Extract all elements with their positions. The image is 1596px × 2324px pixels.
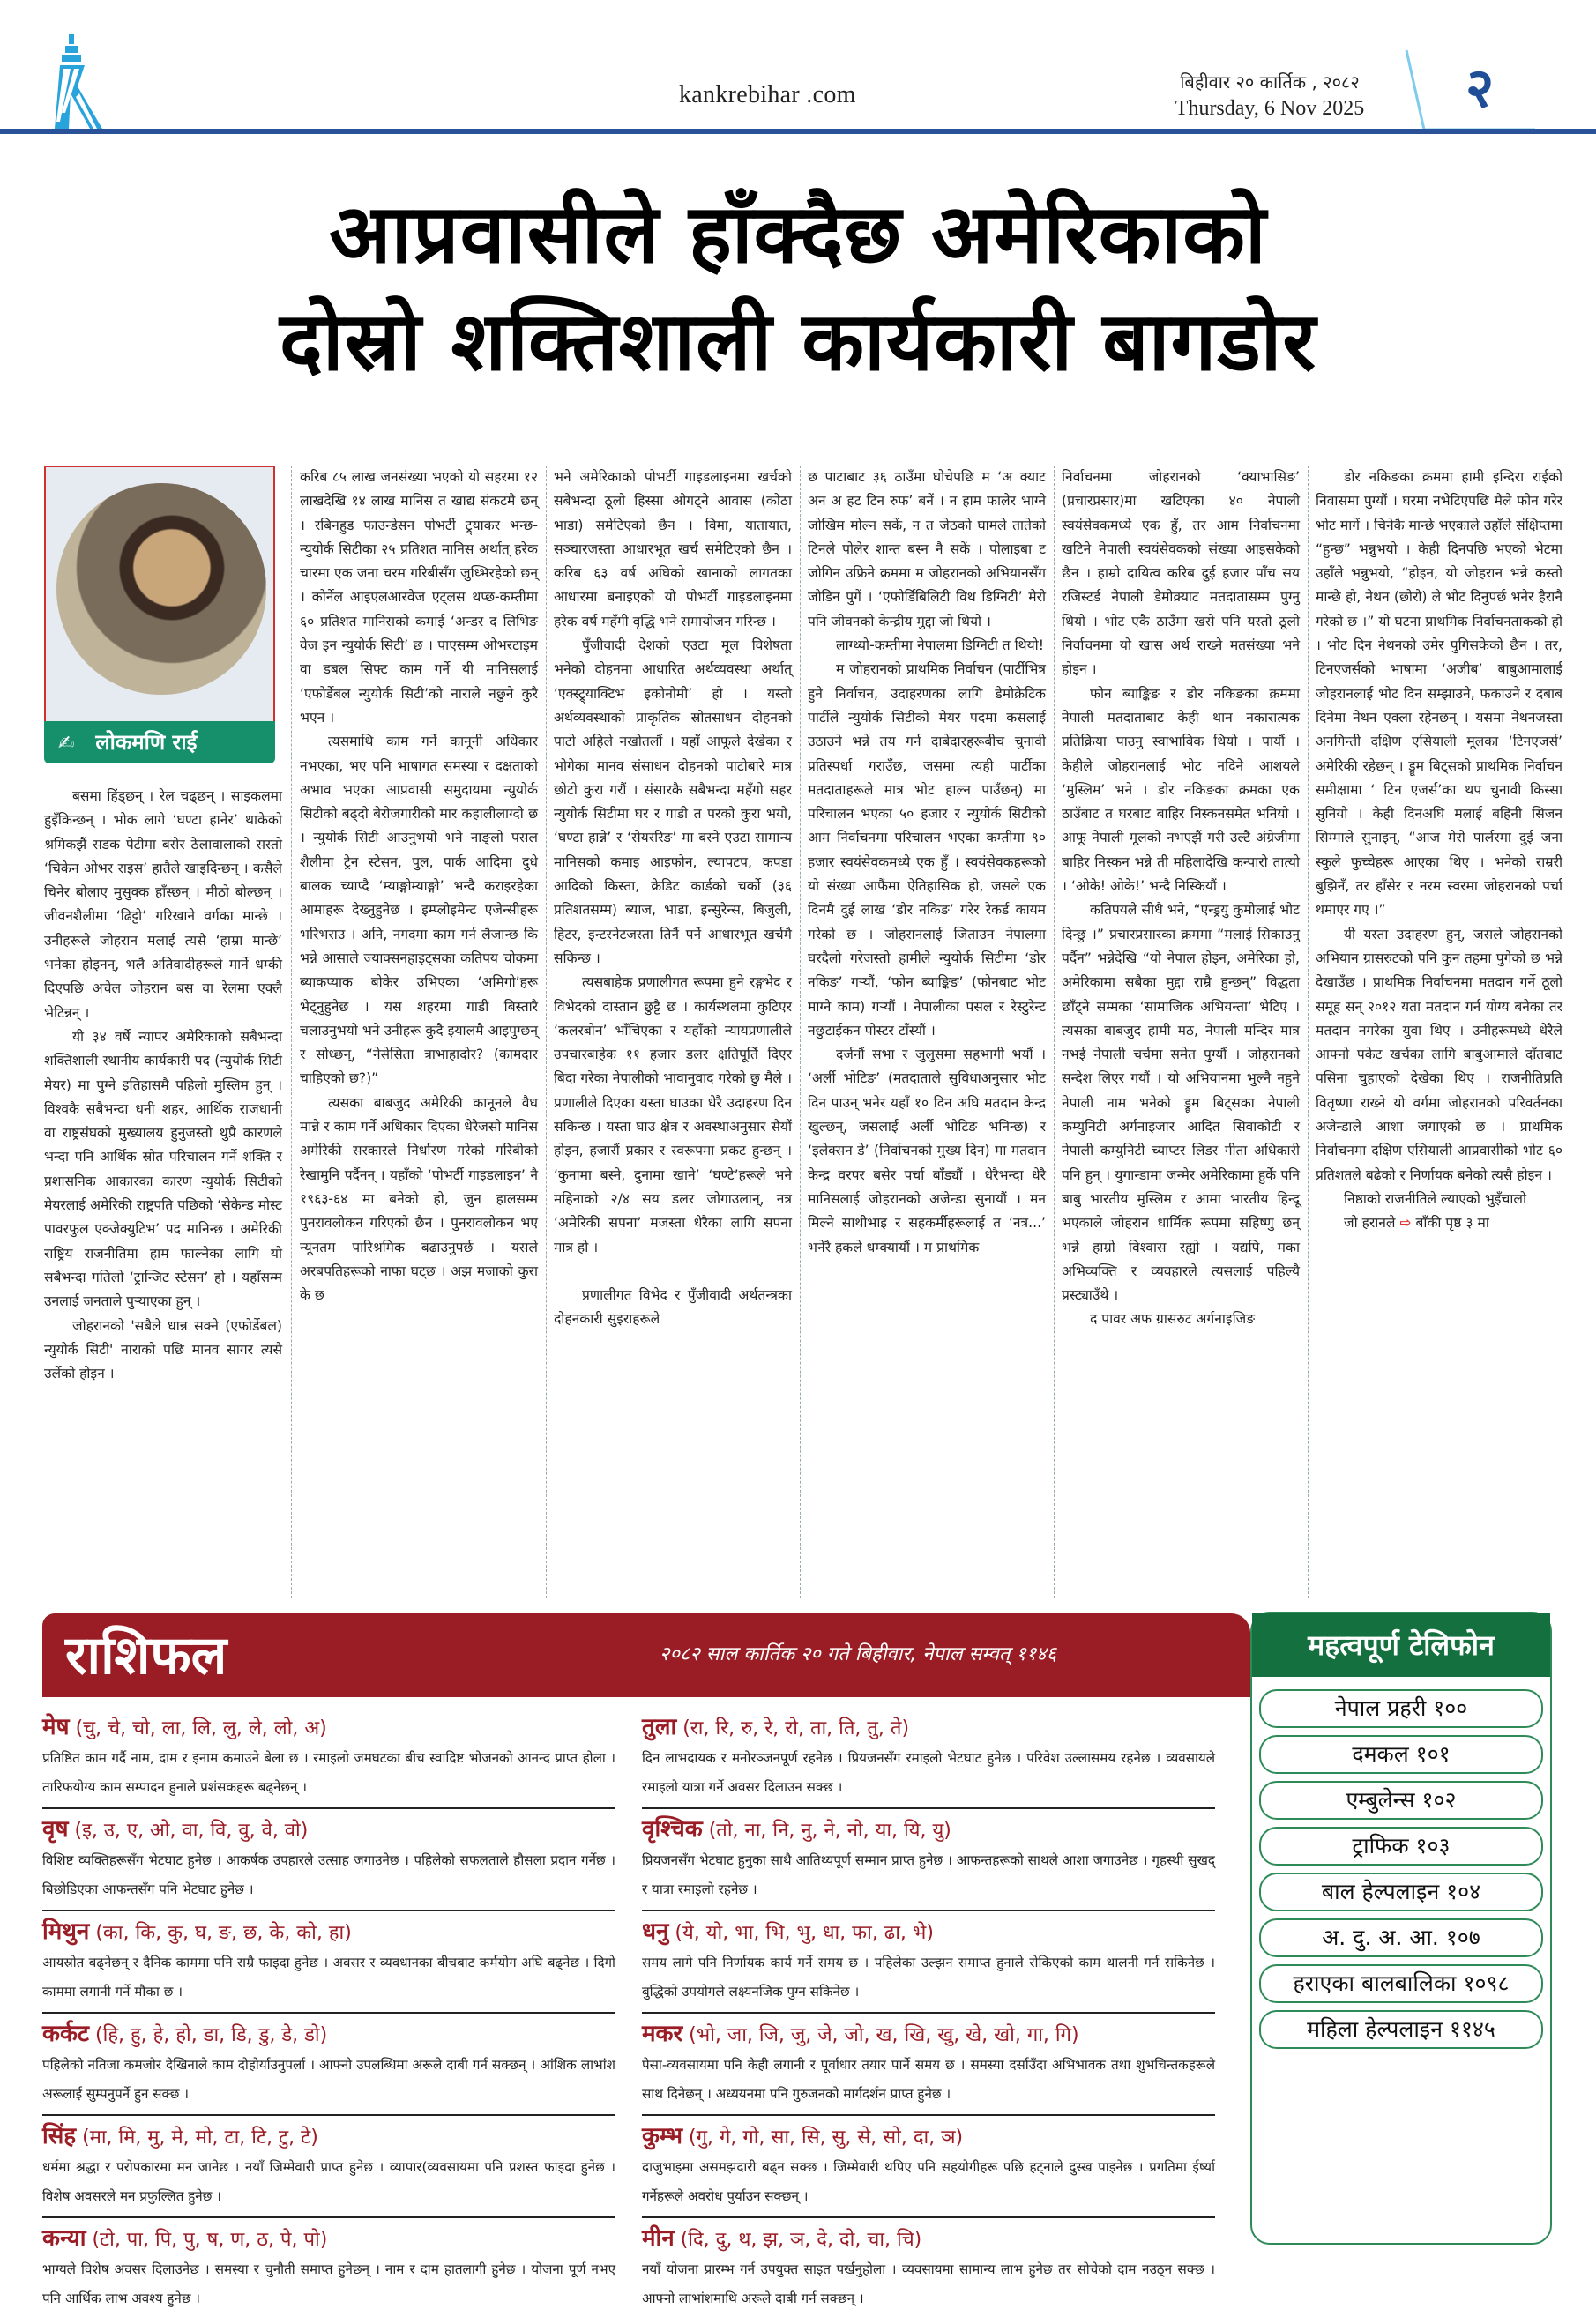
horoscope-sign [642, 2019, 1215, 2116]
author-byline [44, 721, 275, 763]
phone-entry: एम्बुलेन्स १०२ [1259, 1781, 1543, 1820]
phone-entry: ट्राफिक १०३ [1259, 1827, 1543, 1866]
sign-name: तुला [642, 1714, 677, 1740]
page-number: २ [1465, 56, 1495, 120]
issue-date [1146, 69, 1393, 122]
pen-icon: ✍ [58, 733, 75, 755]
paragraph: दर्जनौं सभा र जुलुसमा सहभागी भयौं । ‘अर्ली भोटिङ’ (मतदाताले सुविधाअनुसार भोट दिन पाउन् भनेर यहाँ १० दिन अघि मतदान केन्द्र खुल्छन्, जसलाई अर्ली भोटिङ भनिन्छ) र ‘इलेक्सन डे’ (निर्वाचनको मुख्य दिन) मा मतदान केन्द्र वरपर बसेर पर्चा बाँड्यौं । धेरैभन्दा धेरै मानिसलाई जोहरानको अजेन्डा सुनायौं । मन मिल्ने साथीभाइ र सहकर्मीहरूलाई त ‘नत्र...’ भनेरै हकले धम्क्यायौं । म प्राथमिक [808, 1047, 1046, 1255]
masthead-divider [0, 129, 1596, 134]
paragraph: फोन ब्याङ्किङ र डोर नकिङका क्रममा नेपाली मतदाताबाट केही थान नकारात्मक प्रतिक्रिया पाउनु स्वाभाविक थियो । पायौं । केहीले जोहरानलाई भोट नदिने आशयले ‘मुस्लिम’ भने । डोर नकिङका क्रमका एक ठाउँबाट त घरबाट बाहिर निस्कनसमेत भनियो । आफू नेपाली मूलको नभएझैं गरी उल्टै अंग्रेजीमा बाहिर निस्कन भन्ने ती महिलादेखि कन्पारो तात्यो । ‘ओके! ओके!’ भन्दै निस्कियौं । [1062, 685, 1300, 895]
sign-forecast: धर्ममा श्रद्धा र परोपकारमा मन जानेछ । नयाँ जिम्मेवारी प्राप्त हुनेछ । व्यापार(व्यवसायमा पनि प्रशस्त फाइदा हुनेछ । विशेष अवसरले मन प्रफुल्लित हुनेछ । [42, 2159, 615, 2204]
sign-heading [42, 1814, 615, 1846]
article-column-1 [44, 466, 282, 1598]
horoscope-sign [42, 1814, 615, 1911]
sign-heading [42, 2019, 615, 2051]
sign-forecast: नयाँ योजना प्रारम्भ गर्न उपयुक्त साइत पर्खनुहोला । व्यवसायमा सामान्य लाभ हुनेछ तर सोचेको दाम नउठ्न सक्छ । आफ्नो लाभांशमाथि अरूले दाबी गर्न सक्छन् । [642, 2261, 1215, 2306]
column-divider [800, 466, 801, 1598]
paragraph: पुँजीवादी देशको एउटा मूल विशेषता भनेको दोहनमा आधारित अर्थव्यवस्था अर्थात् ‘एक्स्ट्र्याक्टिभ इकोनोमी’ हो । यस्तो अर्थव्यवस्थाको प्राकृतिक स्रोतसाधन दोहनको पाटो अहिले नखोतलौं । यहाँ आफूले देखेका र भोगेका मानव संसाधन दोहनको पाटोबारे मात्र छोटो कुरा गरौं । संसारकै सबैभन्दा महँगो सहर न्युयोर्क सिटीमा घर र गाडी त परको कुरा भयो, ‘घण्टा हान्ने’ र ‘सेयररिङ’ मा बस्ने एउटा सामान्य मानिसको कमाइ आइफोन, ल्यापटप, कपडा आदिको किस्ता, क्रेडिट कार्डको चर्को (३६ प्रतिशतसम्म) ब्याज, भाडा, इन्सुरेन्स, बिजुली, हिटर, इन्टरनेटजस्ता तिर्नै पर्ने आधारभूत खर्चमै सकिन्छ । [554, 637, 792, 966]
phone-entry: बाल हेल्पलाइन १०४ [1259, 1873, 1543, 1911]
sign-letters: (दि, दु, थ, झ, ञ, दे, दो, चा, चि) [680, 2229, 922, 2251]
sign-name: मिथुन [42, 1918, 90, 1945]
phone-box-title: महत्वपूर्ण टेलिफोन [1252, 1613, 1550, 1677]
sign-letters: (ये, यो, भा, भि, भु, धा, फा, ढा, भे) [675, 1922, 934, 1944]
phone-entry: महिला हेल्पलाइन ११४५ [1259, 2010, 1543, 2049]
paragraph: छ पाटाबाट ३६ ठाउँमा घोचेपछि म ‘अ क्याट अन अ हट टिन रुफ’ बनें । न हाम फालेर भाग्ने जोखिम मोल्न सकें, न त जेठको घामले तातेको टिनले पोलेर शान्त बस्न नै सकें । पोलाइबा ट जोगिन उफ्रिने क्रममा म जोहरानको अभियानसँग जोडिन पुगें । ‘एफोर्डिबिलिटी विथ डिग्निटी’ मेरो पनि जीवनको केन्द्रीय मुद्दा जो थियो । [808, 469, 1046, 629]
column-divider [1308, 466, 1309, 1598]
paragraph: भने अमेरिकाको पोभर्टी गाइडलाइनमा खर्चको सबैभन्दा ठूलो हिस्सा ओगट्ने आवास (कोठा भाडा) समेटिएको छैन । विमा, यातायात, सञ्चारजस्ता आधारभूत खर्च समेटिएको छैन । करिब ६३ वर्ष अघिको खानाको लागतका आधारमा बनाइएको यो पोभर्टी गाइडलाइनमा हरेक वर्ष महँगी वृद्धि भने समायोजन गरिन्छ । [554, 469, 792, 629]
continue-prefix: जो हरानले [1344, 1215, 1396, 1232]
sign-letters: (तो, ना, नि, नु, ने, नो, या, यि, यु) [708, 1820, 951, 1842]
phone-entry: नेपाल प्रहरी १०० [1259, 1689, 1543, 1728]
sign-name: कन्या [42, 2225, 86, 2252]
sign-letters: (चु, चे, चो, ला, लि, लु, ले, लो, अ) [75, 1717, 327, 1739]
sign-heading [642, 1917, 1215, 1948]
sign-name: वृश्चिक [642, 1816, 703, 1843]
paragraph: त्यसका बाबजुद अमेरिकी कानूनले वैध मान्ने र काम गर्ने अधिकार दिएका धेरैजसो मानिस अमेरिकी सरकारले निर्धारण गरेको गरिबीको रेखामुनि पर्दैनन् । यहाँको ‘पोभर्टी गाइडलाइन’ नै १९६३-६४ मा बनेको हो, जुन हालसम्म पुनरावलोकन गरिएको छैन । पुनरावलोकन भए न्यूनतम पारिश्रमिक बढाउनुपर्छ । यसले अरबपतिहरूको नाफा घट्छ । अझ मजाको कुरा के छ [300, 1094, 538, 1304]
sign-forecast: भाग्यले विशेष अवसर दिलाउनेछ । समस्या र चुनौती समाप्त हुनेछन् । नाम र दाम हातलागी हुनेछ । योजना पूर्ण नभए पनि आर्थिक लाभ अवश्य हुनेछ । [42, 2261, 615, 2306]
sign-letters: (टो, पा, पि, पु, ष, ण, ठ, पे, पो) [92, 2229, 328, 2251]
paragraph: प्रणालीगत विभेद र पुँजीवादी अर्थतन्त्रका दोहनकारी सुइराहरूले [554, 1286, 792, 1328]
sign-heading [642, 2223, 1215, 2255]
sign-letters: (हि, हु, हे, हो, डा, डि, डु, डे, डो) [95, 2024, 328, 2046]
horoscope-sign [42, 2223, 615, 2319]
subheading: द पावर अफ ग्रासरुट अर्गनाइजिङ [1090, 1311, 1256, 1328]
horoscope-sign [642, 2223, 1215, 2319]
paragraph: यी यस्ता उदाहरण हुन्, जसले जोहरानको अभियान ग्रासरुटको पनि कुन तहमा पुगेको छ भन्ने देखाउँछ । प्राथमिक निर्वाचनमा मतदान गर्ने ठूलो समूह सन् २०१२ यता मतदान गर्न योग्य बनेका तर मतदान नगरेका युवा थिए । उनीहरूमध्ये धेरैले आफ्नो पकेट खर्चका लागि बाबुआमाले दाँतबाट पसिना चुहाएको देखेका थिए । राजनीतिप्रति वितृष्णा राख्ने यो वर्गमा जोहरानको परिवर्तनका अजेन्डाले आशा जगाएको छ । प्राथमिक निर्वाचनमा दक्षिण एसियाली आप्रवासीको भोट ६० प्रतिशतले बढेको र निर्णायक बनेको त्यसै होइन । [1316, 926, 1562, 1183]
horoscope-sign [42, 2121, 615, 2218]
article-column-6 [1316, 466, 1562, 1598]
sign-forecast: विशिष्ट व्यक्तिहरूसँग भेटघाट हुनेछ । आकर्षक उपहारले उत्साह जगाउनेछ । पहिलेको सफलताले हौसला प्रदान गर्नेछ । बिछोडिएका आफन्तसँग पनि भेटघाट हुनेछ । [42, 1852, 615, 1897]
article-body [44, 466, 1562, 1598]
paragraph: डोर नकिङका क्रममा हामी इन्दिरा राईको निवासमा पुग्यौं । घरमा नभेटिएपछि मैले फोन गरेर भोट मागें । चिनेकै मान्छे भएकाले उहाँले संक्षिप्तमा “हुन्छ” भन्नुभयो । केही दिनपछि भएको भेटमा उहाँले भन्नुभयो, “होइन, यो जोहरान भन्ने कस्तो मान्छे हो, नेथन (छोरो) ले भोट दिनुपर्छ भनेर हैरानै गरेको छ ।” यो घटना प्राथमिक निर्वाचनताकको हो । भोट दिन नेथनको उमेर पुगिसकेको छैन । तर, टिनएजर्सको भाषामा ‘अजीब’ बाबुआमालाई जोहरानलाई भोट दिन सम्झाउने, फकाउने र दबाब दिनेमा नेथन एक्ला रहेनछन् । यसमा नेथनजस्ता अनगिन्ती दक्षिण एसियाली मूलका ‘टिनएजर्स’ अमेरिकी रहेछन् । ड्रूम बिट्सको प्राथमिक निर्वाचन समीक्षामा ‘ टिन एजर्स’का थप चुनावी किस्सा सुनियो । केही दिनअघि मलाई बहिनी सिजन सिम्माले सुनाइन्, “आज मेरो पार्लरमा दुई जना स्कुले फुच्चेहरू आएका थिए । भनेको राम्ररी बुझिनँ, तर हाँसेर र नरम स्वरमा जोहरानको पर्चा थमाएर गए ।” [1316, 469, 1562, 919]
paragraph: करिब ८५ लाख जनसंख्या भएको यो सहरमा १२ लाखदेखि १४ लाख मानिस त खाद्य संकटमै छन् । रबिनहुड फाउन्डेसन पोभर्टी ट्र्याकर भन्छ- न्युयोर्क सिटीका २५ प्रतिशत मानिस अर्थात् हरेक चारमा एक जना चरम गरिबीसँग जुध्भिरहेको छन् । कोर्नेल आइएलआरवेज एट्लस थप्छ-कम्तीमा ६० प्रतिशत मानिसको कमाई ‘अन्डर द लिभिङ वेज इन न्युयोर्क सिटी’ छ । पाएसम्म ओभरटाइम वा डबल सिफ्ट काम गर्ने यी मानिसलाई ‘एफोर्डेबल न्युयोर्क सिटी’को नाराले नछुने कुरै भएन । [300, 469, 538, 726]
sign-heading [642, 2121, 1215, 2153]
sign-heading [42, 1917, 615, 1948]
sign-letters: (इ, उ, ए, ओ, वा, वि, वु, वे, वो) [74, 1820, 309, 1842]
site-name: kankrebihar .com [679, 81, 856, 108]
paragraph: जोहरानको 'सबैले धान्न सक्ने (एफोर्डेबल) न्युयोर्क सिटी' नाराको पछि मानव सागर त्यसै उर्लेको होइन । [44, 1317, 282, 1382]
horoscope-sign [642, 2121, 1215, 2218]
article-column-3 [554, 466, 792, 1598]
horoscope-sign [642, 1712, 1215, 1809]
column-divider [291, 466, 292, 1598]
sign-forecast: आयस्रोत बढ्नेछन् र दैनिक काममा पनि राम्रै फाइदा हुनेछ । अवसर र व्यवधानका बीचबाट कर्मयोग अघि बढ्नेछ । दिगो काममा लगानी गर्ने मौका छ । [42, 1955, 615, 2000]
continue-label: बाँकी पृष्ठ ३ मा [1415, 1215, 1489, 1232]
sign-letters: (मा, मि, मु, मे, मो, टा, टि, टु, टे) [82, 2127, 318, 2149]
sign-name: मकर [642, 2021, 683, 2047]
sign-heading [642, 2019, 1215, 2051]
sign-forecast: पहिलेको नतिजा कमजोर देखिनाले काम दोहोर्याउनुपर्ला । आफ्नो उपलब्धिमा अरूले दाबी गर्न सक्छन् । आंशिक लाभांश अरूलाई सुम्पनुपर्ने हुन सक्छ । [42, 2057, 615, 2102]
headline-line-2: दोस्रो शक्तिशाली कार्यकारी बागडोर [279, 294, 1317, 389]
sign-heading [42, 2223, 615, 2255]
phone-entry: हराएका बालबालिका १०९८ [1259, 1964, 1543, 2003]
sign-heading [42, 2121, 615, 2153]
sign-heading [42, 1712, 615, 1744]
sign-forecast: दिन लाभदायक र मनोरञ्जनपूर्ण रहनेछ । प्रियजनसँग रमाइलो भेटघाट हुनेछ । परिवेश उल्लासमय रहनेछ । व्यवसायले रमाइलो यात्रा गर्ने अवसर दिलाउन सक्छ । [642, 1750, 1215, 1795]
headline [0, 181, 1596, 396]
column-divider [546, 466, 547, 1598]
horoscope-banner [42, 1613, 1250, 1697]
horoscope-date: २०८२ साल कार्तिक २० गते बिहीवार, नेपाल सम्वत् ११४६ [660, 1643, 1057, 1665]
sign-name: कुम्भ [642, 2123, 683, 2149]
article-column-4 [808, 466, 1046, 1598]
important-phone-box [1250, 1612, 1552, 2245]
column-divider [1054, 466, 1055, 1598]
headline-line-1: आप्रवासीले हाँक्दैछ अमेरिकाको [329, 187, 1267, 281]
sign-letters: (गु, गे, गो, सा, सि, सु, से, सो, दा, ञ) [689, 2127, 964, 2149]
author-name: लोकमणि राई [95, 730, 198, 755]
sign-letters: (का, कि, कु, घ, ङ, छ, के, को, हा) [95, 1922, 352, 1944]
sign-forecast: दाजुभाइमा असमझदारी बढ्न सक्छ । जिम्मेवारी थपिए पनि सहयोगीहरू पछि हट्नाले दुस्ख पाइनेछ । प्रगतिमा ईर्ष्या गर्नेहरूले अवरोध पुर्याउन सक्छन् । [642, 2159, 1215, 2204]
sign-forecast: समय लागे पनि निर्णायक कार्य गर्ने समय छ । पहिलेका उल्झन समाप्त हुनाले रोकिएको काम थालनी गर्न सकिनेछ । बुद्धिको उपयोगले लक्ष्यनजिक पुग्न सकिनेछ । [642, 1955, 1215, 2000]
continued-on-page-link[interactable] [1316, 1211, 1562, 1235]
paragraph: यी ३४ वर्षे न्यापर अमेरिकाको सबैभन्दा शक्तिशाली स्थानीय कार्यकारी पद (न्युयोर्क सिटी मेयर) मा पुग्ने इतिहासमै पहिलो मुस्लिम हुन् । विश्वकै सबैभन्दा धनी शहर, आर्थिक राजधानी वा राष्ट्रसंघको मुख्यालय हुनुजस्तो थुप्रै कारणले भन्दा पनि आर्थिक स्रोत परिचालन गर्ने शक्ति र प्रशासनिक आकारका कारण न्युयोर्क सिटीको मेयरलाई अमेरिकी राष्ट्रपति पछिको ‘सेकेन्ड मोस्ट पावरफुल एक्जेक्युटिभ’ पद मानिन्छ । अमेरिकी राष्ट्रिय राजनीतिमा हाम फाल्नेका लागि यो सबैभन्दा गतिलो ‘ट्रान्जिट स्टेसन’ हो । यहाँसम्म उनलाई जनताले पुऱ्याएका हुन् । [44, 1028, 282, 1310]
sign-name: सिंह [42, 2123, 77, 2149]
paragraph: त्यसमाथि काम गर्ने कानूनी अधिकार नभएका, भए पनि भाषागत समस्या र दक्षताको अभाव भएका आप्रवासी समुदायमा न्युयोर्क सिटीको बढ्दो बेरोजगारीको मार कहालीलाग्दो छ । न्युयोर्क सिटी आउनुभयो भने नाङ्लो पसल शैलीमा ट्रेन स्टेसन, पुल, पार्क आदिमा दुधे बालक च्याप्दै ‘म्याङ्गोम्याङ्गो’ भन्दै कराइरहेका आमाहरू देख्नुहुनेछ । इम्प्लोइमेन्ट एजेन्सीहरू भरिभराउ । अनि, नगदमा काम गर्न लैजान्छ कि भन्ने आसाले ज्याक्सनहाइट्सका कतिपय चोकमा ब्याकप्याक बोकेर उभिएका ‘अमिगो’हरू भेट्नुहुनेछ । यस शहरमा गाडी बिस्तारै चलाउनुभयो भने उनीहरू कुदै झ्यालमै आइपुग्छन् र सोध्छन्, “नेसेसिता त्राभाहादोर? (कामदार चाहिएको छ?)” [300, 734, 538, 1087]
paragraph: त्यसबाहेक प्रणालीगत रूपमा हुने रङ्गभेद र विभेदको दास्तान छुट्टै छ । कार्यस्थलमा कुटिएर ‘कलरबोन’ भाँचिएका र यहाँको न्यायप्रणालीले उपचारबाहेक ११ हजार डलर क्षतिपूर्ति दिएर बिदा गरेका नेपालीको भावानुवाद गरेको छु मैले । प्रणालीले दिएका यस्ता घाउका धेरै उदाहरण दिन सकिन्छ । यस्ता घाउ क्षेत्र र अवस्थाअनुसार सैयौं होइन, हजारौं प्रकार र स्वरूपमा प्रकट हुन्छन् । ‘कुनामा बस्ने, दुनामा खाने’ ‘घण्टे’हरूले भने महिनाको २/४ सय डलर जोगाउलान्, नत्र ‘अमेरिकी सपना’ मजस्ता धेरैका लागि सपना मात्र हो । [554, 974, 792, 1255]
kankrebihar-logo-icon [51, 34, 148, 129]
sign-letters: (रा, रि, रु, रे, रो, ता, ति, तु, ते) [682, 1717, 910, 1739]
sign-name: कर्कट [42, 2021, 90, 2047]
arrow-right-icon: ⇨ [1399, 1215, 1412, 1232]
sign-name: मीन [642, 2225, 675, 2252]
author-photo [44, 466, 275, 721]
horoscope-sign [42, 1712, 615, 1809]
horoscope-section [42, 1613, 1250, 2306]
paragraph: निर्वाचनमा जोहरानको ‘क्याभासिङ’ (प्रचारप्रसार)मा खटिएका ४० नेपाली स्वयंसेवकमध्ये एक हुँ, तर आम निर्वाचनमा खटिने नेपाली स्वयंसेवकको संख्या आइसकेको छैन । हाम्रो दायित्व करिब दुई हजार पाँच सय रजिस्टर्ड नेपाली डेमोक्र्याट मतदातासम्म पुग्नु थियो । भोट एकै ठाउँमा खसे पनि यस्तो ठूलो निर्वाचनमा यो खास अर्थ राख्ने मतसंख्या भने होइन । [1062, 469, 1300, 678]
horoscope-column-right [642, 1712, 1215, 2324]
sign-heading [642, 1814, 1215, 1846]
horoscope-sign [642, 1814, 1215, 1911]
sign-heading [642, 1712, 1215, 1744]
phone-entry: अ. दु. अ. आ. १०७ [1259, 1918, 1543, 1957]
masthead [0, 0, 1596, 132]
author-portrait [56, 483, 266, 695]
sign-name: मेष [42, 1714, 70, 1740]
sign-forecast: पेसा-व्यवसायमा पनि केही लगानी र पूर्वाधार तयार पार्ने समय छ । समस्या दर्साउँदा अभिभावक तथा शुभचिन्तकहरूले साथ दिनेछन् । अध्ययनमा पनि गुरुजनको मार्गदर्शन प्राप्त हुनेछ । [642, 2057, 1215, 2102]
horoscope-sign [42, 1917, 615, 2014]
sign-name: वृष [42, 1816, 69, 1843]
paragraph: कतिपयले सीधै भने, “एन्ड्रयु कुमोलाई भोट दिन्छु ।” प्रचारप्रसारका क्रममा “मलाई सिकाउनु पर्दैन” भन्नेदेखि “यो नेपाल होइन, अमेरिका हो, अमेरिकामा सबैका मुद्दा राम्रै हुन्छन्” विद्धता छाँट्ने सम्मका ‘सामाजिक अभियन्ता’ भेटिए । त्यसका बाबजुद हामी मठ, नेपाली मन्दिर मात्र नभई नेपाली चर्चमा समेत पुग्यौं । जोहरानको सन्देश लिएर गयौं । यो अभियानमा भुल्नै नहुने नेपाली नाम भनेको ड्रूम बिट्सका नेपाली कम्युनिटी अर्गनाइजार आदित सिवाकोटी र नेपाली कम्युनिटी च्याप्टर लिडर गीता अधिकारी पनि हुन् । युगान्डामा जन्मेर अमेरिकामा हुर्के पनि बाबु भारतीय मुस्लिम र आमा भारतीय हिन्दू भएकाले जोहरान धार्मिक रूपमा सहिष्णु छन् भन्ने हाम्रो विश्वास रह्यो । यद्यपि, मका अभिव्यक्ति र व्यवहारले त्यसलाई पहिल्यै प्रस्ट्याउँथे । [1062, 902, 1300, 1304]
sign-letters: (भो, जा, जि, जु, जे, जो, ख, खि, खु, खे, खो, गा, गि) [689, 2024, 1079, 2046]
date-english: Thursday, 6 Nov 2025 [1175, 97, 1365, 120]
article-column-5 [1062, 466, 1300, 1598]
date-nepali: बिहीवार २० कार्तिक , २०८२ [1180, 71, 1360, 93]
sign-name: धनु [642, 1918, 669, 1945]
sign-forecast: प्रतिष्ठित काम गर्दै नाम, दाम र इनाम कमाउने बेला छ । रमाइलो जमघटका बीच स्वादिष्ट भोजनको आनन्द प्राप्त होला । तारिफयोग्य काम सम्पादन हुनाले प्रशंसकहरू बढ्नेछन् । [42, 1750, 615, 1795]
subheading: निष्ठाको राजनीतिले ल्याएको भुइँचालो [1344, 1190, 1527, 1207]
paragraph: लाग्थ्यो-कम्तीमा नेपालमा डिग्निटी त थियो! [836, 637, 1044, 654]
paragraph: बसमा हिंड्छन् । रेल चढ्छन् । साइकलमा हुइँकिन्छन् । भोक लागे ‘घण्टा हानेर’ थाकेको श्रमिकझैं सडक पेटीमा बसेर ठेलावालाको सस्तो ‘चिकेन ओभर राइस’ हातैले खाइदिन्छन् । कसैले चिनेर बोलाए मुसुक्क हाँस्छन् । मीठो बोल्छन् । जीवनशैलीमा ‘ढिट्टो’ गरिखाने वर्गका मान्छे । उनीहरूले जोहरान मलाई त्यसै ‘हाम्रा मान्छे’ भनेका होइनन्, भलै अतिवादीहरूले मार्ने धम्की दिएपछि अचेल जोहरान बस वा रेलमा एक्लै भेटिन्नन् । [44, 788, 282, 1021]
horoscope-column-left [42, 1712, 615, 2324]
article-column-2 [300, 466, 538, 1598]
phone-list [1252, 1677, 1550, 2061]
horoscope-sign [642, 1917, 1215, 2014]
sign-forecast: प्रियजनसँग भेटघाट हुनुका साथै आतिथ्यपूर्ण सम्मान प्राप्त हुनेछ । आफन्तहरूको साथले आशा जगाउनेछ । गृहस्थी सुखद् र यात्रा रमाइलो रहनेछ । [642, 1852, 1215, 1897]
phone-entry: दमकल १०१ [1259, 1735, 1543, 1774]
horoscope-sign [42, 2019, 615, 2116]
paragraph: म जोहरानको प्राथमिक निर्वाचन (पार्टीभित्र हुने निर्वाचन, उदाहरणका लागि डेमोक्रेटिक पार्टीले न्युयोर्क सिटीको मेयर पदमा कसलाई उठाउने भन्ने तय गर्न दाबेदारहरूबीच चुनावी प्रतिस्पर्धा गराउँछ, जसमा त्यही पार्टीका मतदाताहरूले मात्र भोट हाल्न पाउँछन्) मा परिचालन भएका ५० हजार र न्युयोर्क सिटीको आम निर्वाचनमा परिचालन भएका कम्तीमा ९० हजार स्वयंसेवकमध्ये एक हुँ । स्वयंसेवकहरूको यो संख्या आफैंमा ऐतिहासिक हो, जसले एक दिनमै दुई लाख ‘डोर नकिङ’ गरेर रेकर्ड कायम गरेको छ । जोहरानलाई जिताउन नेपालमा घरदैलो गरेजस्तो हामीले न्युयोर्क सिटीमा ‘डोर नकिङ’ गर्‍यौं, ‘फोन ब्याङ्किङ’ (फोनबाट भोट माग्ने काम) गर्‍यौं । नेपालीका पसल र रेस्टुरेन्ट नछुटाईकन पोस्टर टाँस्यौं । [808, 661, 1046, 1039]
horoscope-title: राशिफल [65, 1625, 227, 1687]
